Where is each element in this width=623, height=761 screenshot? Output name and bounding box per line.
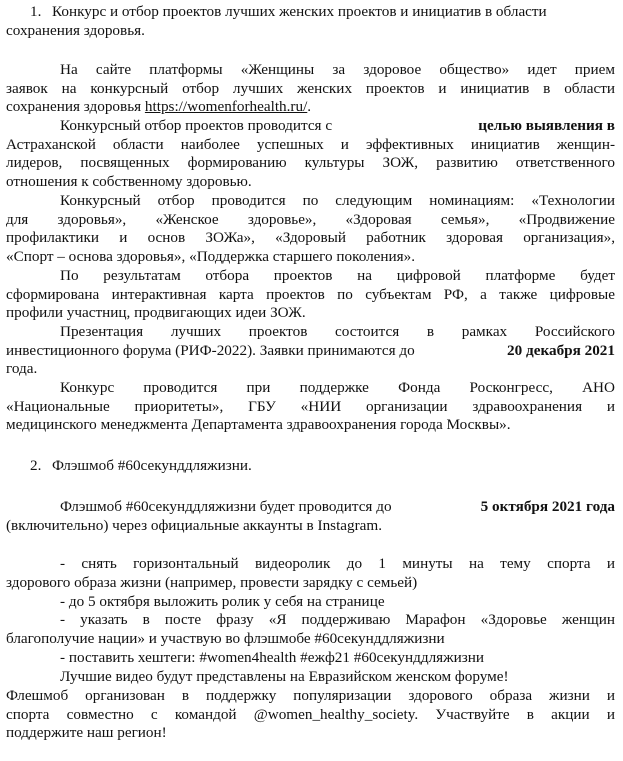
section1-p6-line2: «Национальные приоритеты», ГБУ «НИИ организации здравоохранения и xyxy=(6,398,615,415)
section1-p3-line2: для здоровья», «Женское здоровье», «Здоровая семья», «Продвижение xyxy=(6,211,615,228)
section2-p1-line2: (включительно) через официальные аккаунты в Instagram. xyxy=(6,517,383,534)
section2-p3-line1: Флешмоб организован в поддержку популяризации здорового образа жизни и xyxy=(6,687,615,704)
section1-p4-line3: профили участниц, продвигающих идеи ЗОЖ. xyxy=(6,304,306,321)
section2-p3-line3: поддержите наш регион! xyxy=(6,724,167,741)
section1-p2-line4: отношения к собственному здоровью. xyxy=(6,173,252,190)
section1-number: 1. xyxy=(30,3,42,20)
section1-heading-line1: Конкурс и отбор проектов лучших женских проектов и инициатив в области xyxy=(52,3,547,20)
section1-p1-line1: На сайте платформы «Женщины за здоровое общество» идет прием xyxy=(60,61,615,78)
section1-p3-line4: «Спорт – основа здоровья», «Поддержка старшего поколения». xyxy=(6,248,416,265)
bullet2: - до 5 октября выложить ролик у себя на странице xyxy=(60,593,385,610)
p1-line3-end: . xyxy=(307,98,312,115)
section2-p1-line1 xyxy=(60,498,615,516)
p2-line1-part-a: Конкурсный отбор проектов проводится с xyxy=(60,117,333,134)
section1-p6-line1: Конкурс проводится при поддержке Фонда Росконгресс, АНО xyxy=(60,379,615,396)
womenforhealth-link[interactable]: https://womenforhealth.ru/ xyxy=(144,98,308,115)
bullet4: - поставить хештеги: #women4health #ежф21 #60секунддляжизни xyxy=(60,649,485,666)
section1-p2-line2: Астраханской области наиболее успешных и эффективных инициатив женщин- xyxy=(6,136,615,153)
section2-heading: Флэшмоб #60секунддляжизни. xyxy=(52,457,252,474)
section1-p5-line2 xyxy=(6,342,615,360)
p2-line1-part-b: целью выявления в xyxy=(478,117,615,134)
bullet1-line1: - снять горизонтальный видеоролик до 1 минуты на тему спорта и xyxy=(60,555,615,572)
section1-p5-line1: Презентация лучших проектов состоится в рамках Российского xyxy=(60,323,615,340)
section1-p4-line1: По результатам отбора проектов на цифровой платформе будет xyxy=(60,267,615,284)
section1-p6-line3: медицинского менеджмента Департамента здравоохранения города Москвы». xyxy=(6,416,511,433)
section1-p5-line3: года. xyxy=(6,360,38,377)
p5-line2-part-a: инвестиционного форума (РИФ-2022). Заявки принимаются до xyxy=(6,342,415,359)
bullet1-line2: здорового образа жизни (например, провести зарядку с семьей) xyxy=(6,574,418,591)
s2-p1-line1-part-a: Флэшмоб #60секунддляжизни будет проводится до xyxy=(60,498,392,515)
p1-line3-text: сохранения здоровья xyxy=(6,98,142,115)
section1-p1-line2: заявок на конкурсный отбор лучших женских проектов и инициатив в области xyxy=(6,80,615,97)
section1-p2-line1 xyxy=(60,117,615,135)
p5-deadline: 20 декабря 2021 xyxy=(507,342,615,359)
flashmob-deadline: 5 октября 2021 года xyxy=(480,498,615,515)
section2-number: 2. xyxy=(30,457,42,474)
section1-p1-line3 xyxy=(6,98,311,116)
section1-p3-line3: профилактики и основ ЗОЖа», «Здоровый работник здоровая организация», xyxy=(6,229,615,246)
bullet3-line1: - указать в посте фразу «Я поддерживаю Марафон «Здоровье женщин xyxy=(60,611,615,628)
section2-p2: Лучшие видео будут представлены на Евразийском женском форуме! xyxy=(60,668,509,685)
section2-p3-line2: спорта совместно с командой @women_healthy_society. Участвуйте в акции и xyxy=(6,706,615,723)
section1-p4-line2: сформирована интерактивная карта проектов по субъектам РФ, а также цифровые xyxy=(6,286,615,303)
bullet3-line2: благополучие нации» и участвую во флэшмобе #60секунддляжизни xyxy=(6,630,445,647)
section1-p2-line3: лидеров, посвященных формированию культуры ЗОЖ, развитию ответственного xyxy=(6,154,615,171)
section1-heading-line2: сохранения здоровья. xyxy=(6,22,145,39)
section1-p3-line1: Конкурсный отбор проводится по следующим номинациям: «Технологии xyxy=(60,192,615,209)
